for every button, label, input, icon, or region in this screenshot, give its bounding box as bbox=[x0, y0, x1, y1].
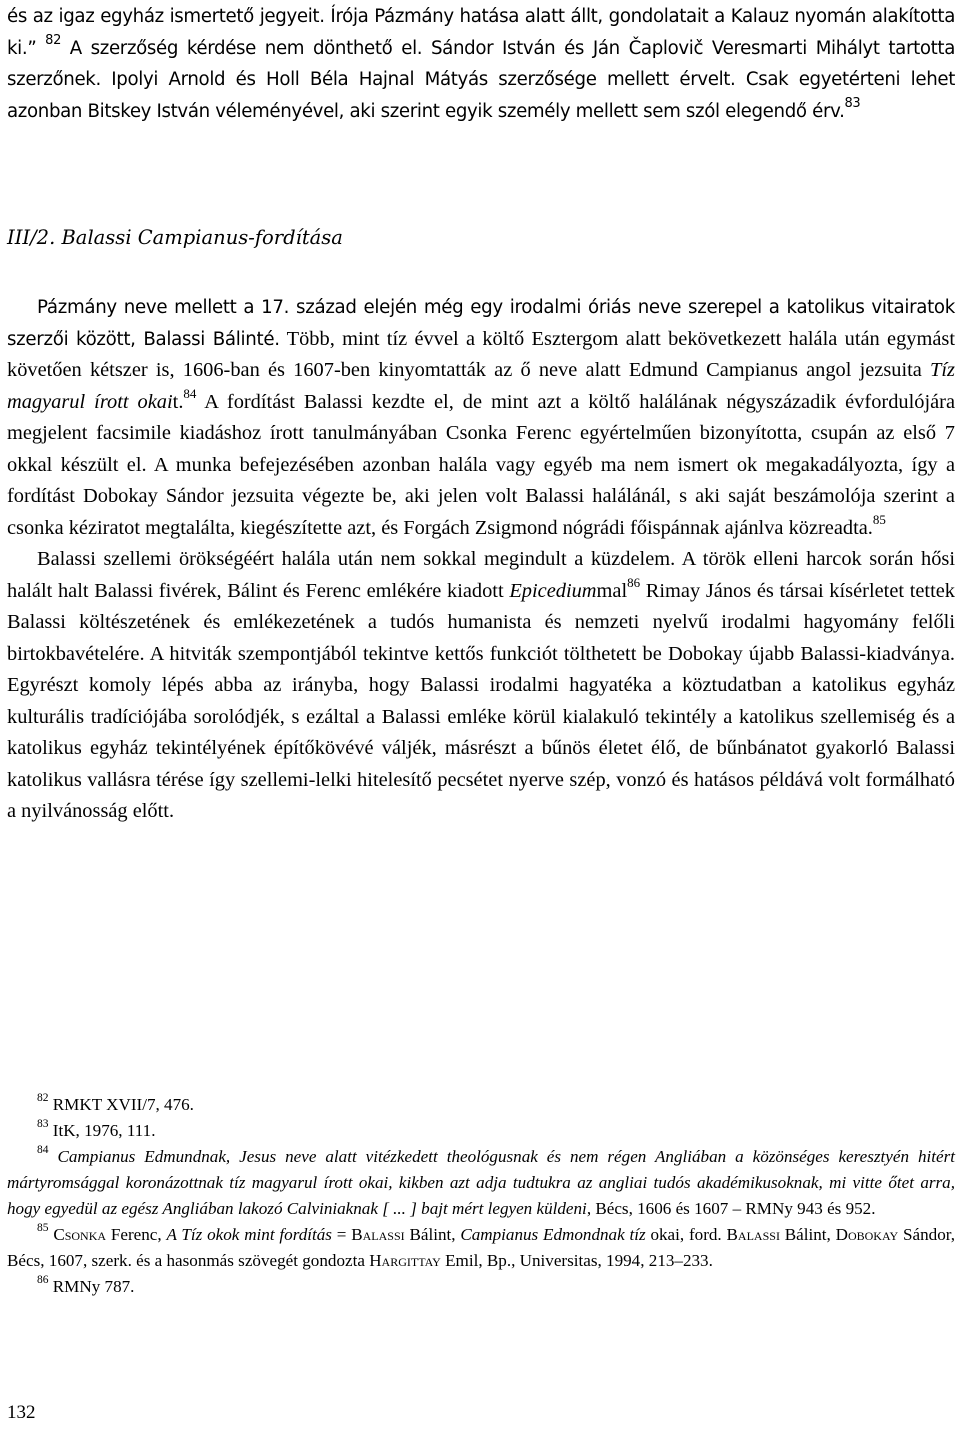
footnote-84 bbox=[7, 1144, 955, 1222]
main-text-block bbox=[7, 292, 955, 828]
footnote-ref-83[interactable]: 83 bbox=[844, 96, 861, 112]
footnote-text: RMNy 787. bbox=[48, 1277, 135, 1296]
footnote-number: 85 bbox=[37, 1222, 49, 1235]
footnote-text: Bálint, bbox=[404, 1225, 461, 1244]
paragraph-2-lead: Pázmány neve mellett a 17. század elején még egy irodalmi óriás neve szerepel a katolikus vitairatok szerzői között, Balassi Bálinté. bbox=[7, 297, 955, 350]
footnote-number: 84 bbox=[37, 1144, 49, 1157]
author-name: Hargittay bbox=[369, 1251, 441, 1270]
footnote-italic-title: A Tíz okok mint fordítás bbox=[166, 1225, 332, 1244]
footnote-text: , Bécs, 1606 és 1607 – RMNy 943 és 952. bbox=[586, 1199, 876, 1218]
footnote-number: 86 bbox=[37, 1274, 49, 1287]
paragraph-3 bbox=[7, 544, 955, 828]
paragraph-2-text-b: t. bbox=[172, 390, 184, 413]
section-heading: III/2. Balassi Campianus-fordítása bbox=[7, 226, 343, 249]
paragraph-3-text-b: Rimay János és társai kísérletet tettek Balassi költészetének és emlékezetének a tudós humanista és nemzeti nyelvű irodalmi hagyomány felőli birtokbavételére. A hitviták szempontjából tekintve kettős funkciót tölthetett be Dobokay újabb Balassi-kiadványa. Egyrészt komoly lépés abba az irányba, hogy Balassi irodalmi hagyatéka a köztudatban a katolikus egyház kulturális tradíciójába sorolódjék, s ezáltal a Balassi emléke körül kialakuló tekintély a katolikus szellemiség és a katolikus egyház tekintélyének építőkövévé váljék, másrészt a bűnös életet élő, de bűnbánatot gyakorló Balassi katolikus vallásra térése így szellemi-lelki hitelesítő pecsétet nyerve szép, vonzó és hatásos példává volt formálható a nyilvánosság előtt. bbox=[7, 579, 956, 822]
footnote-83 bbox=[7, 1118, 955, 1144]
footnote-86 bbox=[7, 1274, 955, 1300]
footnote-text: okai, ford. bbox=[645, 1225, 727, 1244]
footnote-text: Bálint, bbox=[779, 1225, 836, 1244]
footnotes bbox=[7, 1092, 955, 1300]
paragraph-2-text-a: Több, mint tíz évvel a költő Esztergom alatt bekövetkezett halála után egymást követően kétszer is, 1606-ban és 1607-ben kinyomtatták az ő neve alatt Edmund Campianus angol jezsuita bbox=[7, 327, 955, 381]
footnote-85 bbox=[7, 1222, 955, 1274]
footnote-ref-84[interactable]: 84 bbox=[183, 385, 197, 401]
book-title-italic: Tíz magyarul írott okai bbox=[7, 359, 955, 413]
author-name: Csonka bbox=[53, 1225, 107, 1244]
epicedium-italic: Epicedium bbox=[509, 579, 597, 602]
author-name: Balassi bbox=[726, 1225, 780, 1244]
paragraph-3-text-a: Balassi szellemi örökségéért halála után nem sokkal megindult a küzdelem. A török elleni harcok során hősi halált halt Balassi fivérek, Bálint és Ferenc emlékére kiadott bbox=[7, 548, 955, 602]
footnote-text: = bbox=[331, 1225, 352, 1244]
footnote-text: Ferenc, bbox=[106, 1225, 167, 1244]
footnote-text: Sándor, Bécs, 1607, szerk. és a hasonmás szövegét gondozta bbox=[7, 1225, 956, 1270]
footnote-number: 82 bbox=[37, 1092, 49, 1105]
footnote-ref-86[interactable]: 86 bbox=[627, 574, 641, 590]
page-number: 132 bbox=[7, 1402, 36, 1423]
footnote-ref-82[interactable]: 82 bbox=[45, 33, 62, 49]
footnote-text: RMKT XVII/7, 476. bbox=[48, 1095, 194, 1114]
footnote-number: 83 bbox=[37, 1118, 49, 1131]
footnote-ref-85[interactable]: 85 bbox=[872, 511, 886, 527]
paragraph-1-text-a: és az igaz egyház ismertető jegyeit. Írója Pázmány hatása alatt állt, gondolatait a Kalauz nyomán alakította ki.” bbox=[7, 6, 955, 59]
paragraph-1 bbox=[7, 1, 955, 127]
footnote-italic-title: Campianus Edmondnak tíz bbox=[460, 1225, 646, 1244]
footnote-text: ItK, 1976, 111. bbox=[48, 1121, 156, 1140]
author-name: Balassi bbox=[351, 1225, 405, 1244]
paragraph-2-text-c: A fordítást Balassi kezdte el, de mint azt a költő halálának négyszázadik évfordulójára megjelent facsimile kiadáshoz írott tanulmányában Csonka Ferenc egyértelműen bizonyította, csupán az első 7 okkal készült el. A munka befejezésében azonban halála vagy egyéb ma nem ismert ok megakadályozta, így a fordítást Dobokay Sándor jezsuita végezte be, aki jelen volt Balassi halálánál, s aki saját beszámolója szerint a csonka kéziratot megtalálta, kiegészítette azt, és Forgách Zsigmond nógrádi főispánnak ajánlva közreadta. bbox=[7, 390, 956, 539]
paragraph-2 bbox=[7, 292, 955, 544]
author-name: Dobokay bbox=[835, 1225, 899, 1244]
paragraph-3-suffix: mal bbox=[596, 579, 628, 602]
footnote-italic-title: Campianus Edmundnak, Jesus neve alatt vitézkedett theológusnak és nem régen Angliában a közönséges keresztyén hitért mártyromsággal koronázottnak tíz magyarul írott okai, kikben azt adja tudtukra az angliai tudós akadémikusoknak, mi vitte őtet arra, hogy egyedül az egész Angliában lakozó Calviniaknak [ ... ] bajt mért legyen küldeni bbox=[7, 1147, 955, 1218]
paragraph-1-text-b: A szerzőség kérdése nem dönthető el. Sándor István és Ján Čaplovič Veresmarti Mihályt tartotta szerzőnek. Ipolyi Arnold és Holl Béla Hajnal Mátyás szerzősége mellett érvelt. Csak egyetérteni lehet azonban Bitskey István véleményével, aki szerint egyik személy mellett sem szól elegendő érv. bbox=[7, 37, 955, 122]
footnote-82 bbox=[7, 1092, 955, 1118]
footnote-text: Emil, Bp., Universitas, 1994, 213–233. bbox=[440, 1251, 713, 1270]
